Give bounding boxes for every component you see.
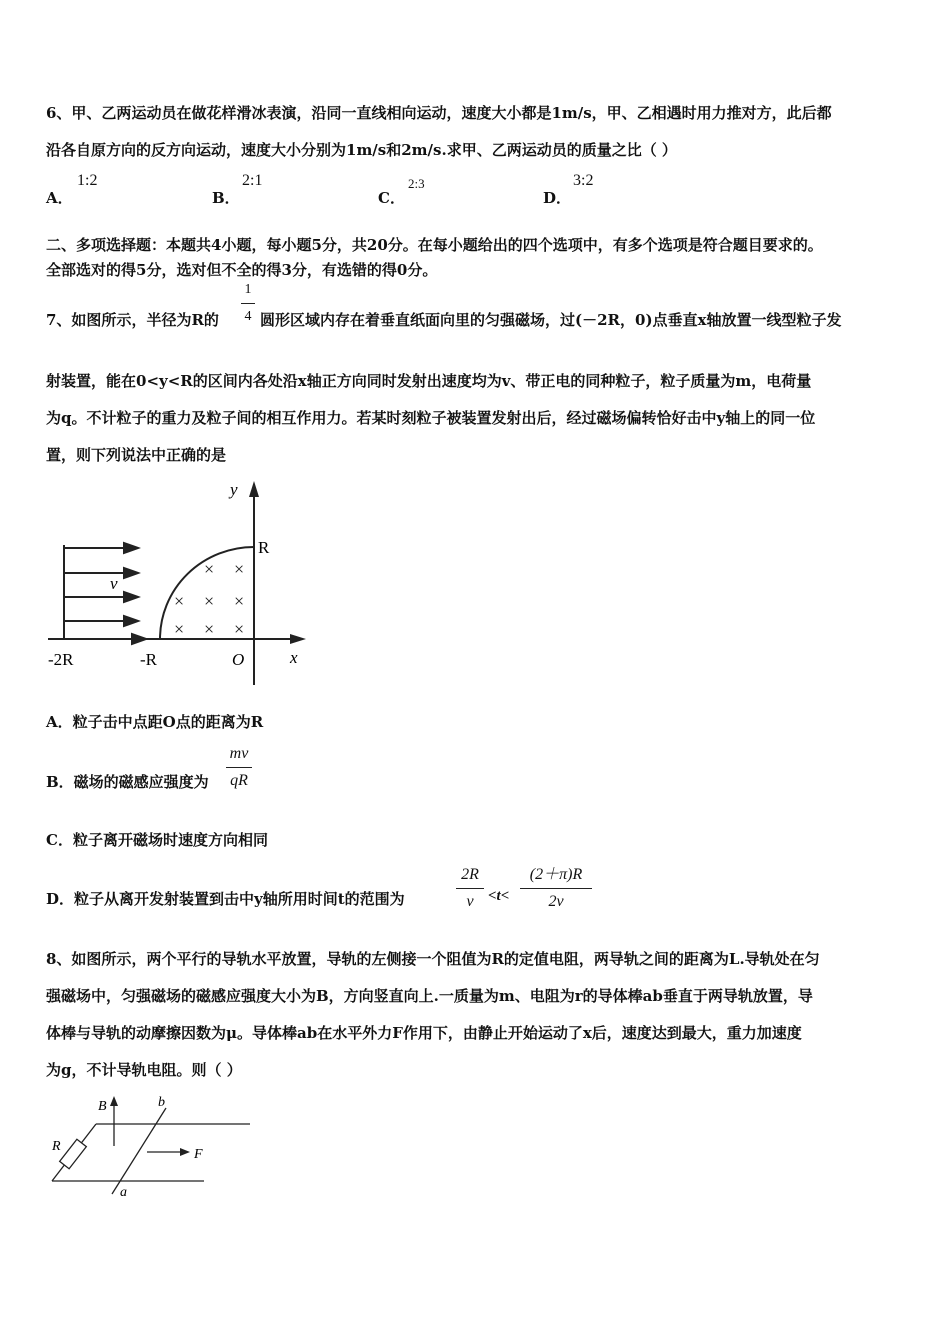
y-axis-arrowhead [249, 481, 259, 497]
q7-option-b-numerator: mv [229, 745, 249, 762]
q6-stem-line2: 沿各自原方向的反方向运动，速度大小分别为1m/s和2m/s.求甲、乙两运动员的质量之比（ ） [46, 141, 677, 159]
q7-option-b-fraction [226, 744, 252, 791]
svg-text:×: × [234, 559, 245, 579]
q7-option-a[interactable]: A．粒子击中点距O点的距离为R [46, 713, 264, 731]
q7-option-d-lower-fraction [456, 865, 484, 912]
q7-magnetic-field-figure [40, 475, 320, 695]
q7-option-d-upper-numerator: (2＋π)R [529, 866, 583, 883]
q7-stem-line1-suffix: 圆形区域内存在着垂直纸面向里的匀强磁场，过(－2R，0)点垂直x轴放置一线型粒子发 [260, 311, 842, 329]
q7-option-b-denominator: qR [230, 772, 248, 789]
q6-option-c-value: 2:3 [408, 176, 425, 191]
magnetic-field-crosses [174, 559, 244, 639]
q7-fraction-denominator: 4 [244, 309, 252, 324]
origin-label-O: O [232, 650, 245, 669]
q7-stem-line3: 为q。不计粒子的重力及粒子间的相互作用力。若某时刻粒子被装置发射出后，经过磁场偏转恰好击中y轴上的同一位 [46, 409, 816, 427]
section2-heading-line2: 全部选对的得5分，选对但不全的得3分，有选错的得0分。 [46, 261, 438, 279]
section2-heading-line1: 二、多项选择题：本题共4小题，每小题5分，共20分。在每小题给出的四个选项中，有多个选项是符合题目要求的。 [46, 236, 823, 254]
q6-option-c-letter: C． [378, 189, 405, 207]
rod-end-b-label: b [158, 1095, 165, 1110]
svg-text:×: × [174, 591, 185, 611]
q8-stem-line2: 强磁场中，匀强磁场的磁感应强度大小为B，方向竖直向上.一质量为m、电阻为r的导体棒ab垂直于两导轨放置，导 [46, 987, 813, 1005]
b-field-label: B [98, 1099, 107, 1114]
q6-option-a-letter: A． [46, 189, 73, 207]
resistor-box [60, 1139, 87, 1168]
q7-option-c[interactable]: C．粒子离开磁场时速度方向相同 [46, 831, 268, 849]
q8-stem-line1: 8、如图所示，两个平行的导轨水平放置，导轨的左侧接一个阻值为R的定值电阻，两导轨之间的距离为L.导轨处在匀 [46, 950, 820, 968]
svg-text:×: × [204, 591, 215, 611]
q6-option-b-letter: B． [212, 189, 240, 207]
q6-option-a-value: 1:2 [77, 172, 98, 189]
svg-text:×: × [234, 619, 245, 639]
tick-label-negR: -R [140, 650, 157, 669]
q7-stem-line1-prefix: 7、如图所示，半径为R的 [46, 311, 219, 329]
tick-label-neg2R: -2R [48, 650, 74, 669]
q6-option-b-value: 2:1 [242, 172, 263, 189]
svg-text:×: × [234, 591, 245, 611]
q7-option-d-inequality: <t< [488, 888, 510, 904]
svg-text:×: × [204, 559, 215, 579]
q7-option-b-text: B．磁场的磁感应强度为 [46, 773, 209, 791]
x-axis-arrowhead [290, 634, 306, 644]
force-arrowhead [180, 1148, 190, 1156]
q7-quarter-fraction [241, 280, 255, 327]
q7-option-d-upper-denominator: 2v [548, 893, 564, 910]
q6-stem-line1: 6、甲、乙两运动员在做花样滑冰表演，沿同一直线相向运动，速度大小都是1m/s，甲、乙相遇时用力推对方，此后都 [46, 104, 832, 122]
q8-rail-circuit-figure [44, 1092, 264, 1202]
q6-option-d-value: 3:2 [573, 172, 594, 189]
b-field-arrowhead [110, 1096, 118, 1106]
resistor-label: R [52, 1139, 61, 1154]
q8-stem-line4: 为g，不计导轨电阻。则（ ） [46, 1061, 242, 1079]
q7-option-d-lower-denominator: v [466, 893, 474, 910]
svg-text:×: × [204, 619, 215, 639]
rod-end-a-label: a [120, 1185, 127, 1200]
radius-label-R: R [258, 538, 270, 557]
q6-option-d-letter: D． [543, 189, 572, 207]
velocity-label-v: v [110, 574, 118, 593]
y-axis-label: y [230, 480, 238, 499]
svg-text:×: × [174, 619, 185, 639]
q8-stem-line3: 体棒与导轨的动摩擦因数为μ。导体棒ab在水平外力F作用下，由静止开始运动了x后，速度达到最大，重力加速度 [46, 1024, 802, 1042]
particle-velocity-arrows [64, 543, 146, 644]
q7-stem-line4: 置，则下列说法中正确的是 [46, 446, 227, 464]
q7-fraction-numerator: 1 [244, 282, 252, 297]
q7-option-d-lower-numerator: 2R [461, 866, 479, 883]
x-axis-label: x [290, 648, 298, 667]
q7-option-d-text: D．粒子从离开发射装置到击中y轴所用时间t的范围为 [46, 890, 405, 908]
force-label: F [194, 1147, 203, 1162]
q7-stem-line2: 射装置，能在0<y<R的区间内各处沿x轴正方向同时发射出速度均为v、带正电的同种粒子，粒子质量为m，电荷量 [46, 372, 812, 390]
q7-option-d-upper-fraction [520, 865, 592, 912]
